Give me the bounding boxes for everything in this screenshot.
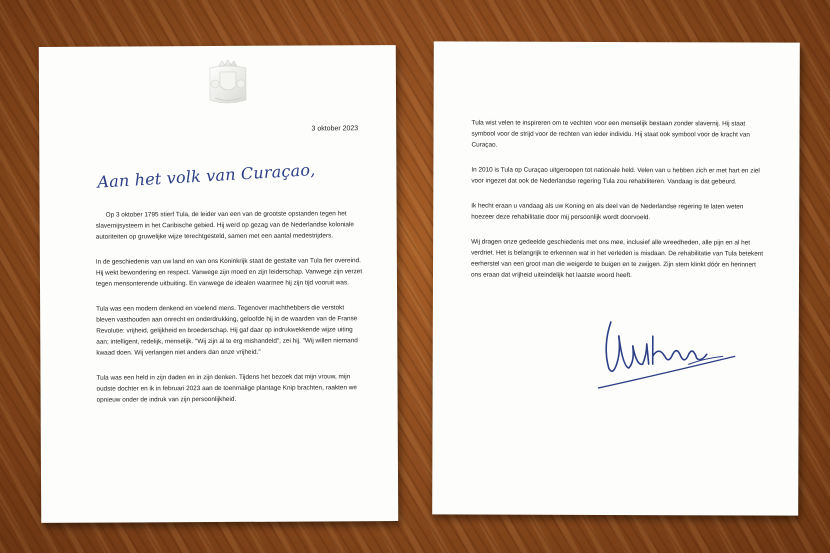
letter-page-right xyxy=(432,41,800,515)
letter-body-right xyxy=(471,117,768,295)
signature-icon xyxy=(593,306,743,397)
letter-body-left xyxy=(96,208,365,419)
paragraph: Tula was een held in zijn daden en in zijn denken. Tijdens het bezoek dat mijn vrouw, mijn oudste dochter en ik in februari 2023 aan de toenmalige plantage Knip brachten, raakten we opnieuw onder de indruk van zijn persoonlijkheid. xyxy=(96,373,357,404)
paragraph: Ik hecht eraan u vandaag als uw Koning en als deel van de Nederlandse regering te laten weten hoezeer deze rehabilitatie door mij persoonlijk wordt doorvoeld. xyxy=(471,202,744,222)
paragraph: Tula was een modern denkend en voelend mens. Tegenover machthebbers die verstokt bleven vasthouden aan onrecht en onderdrukking, geloofde hij in de waarden van de Franse Revolutie: vrijheid, gelijkheid en broederschap. Hij gaf daar op indrukwekkende wijze uiting aan; intelligent, redelijk, menselijk. "Wij zijn al te erg mishandeld", zei hij. "Wij willen niemand kwaad doen. Wij verlangen niet anders dan onze vrijheid." xyxy=(96,304,358,357)
letter-date: 3 oktober 2023 xyxy=(311,125,359,133)
royal-crest-icon xyxy=(205,58,251,108)
paragraph: Wij dragen onze gedeelde geschiedenis met ons mee, inclusief alle wreedheden, alle pijn en al het verdriet. Het is belangrijk te erkennen wat in het verleden is misdaan. De rehabilitatie van Tula betekent eerherstel van een groot man die weigerde te buigen en te zwijgen. Zijn stem klinkt dóór en herinnert ons eraan dat vrijheid uiteindelijk het laatste woord heeft. xyxy=(470,238,764,280)
paragraph: In 2010 is Tula op Curaçao uitgeroepen tot nationale held. Velen van u hebben zich er met hart en ziel voor ingezet dat ook de Nederlandse regering Tula zou rehabiliteren. Vandaag is dat gebeurd. xyxy=(471,166,760,186)
handwritten-salutation: Aan het volk van Curaçao, xyxy=(96,160,316,192)
paragraph: Op 3 oktober 1795 stierf Tula, de leider van een van de grootste opstanden tegen het slavernijsysteem in het Caribische gebied. Hij werd op gezag van de Nederlandse koloniale autoriteiten op gruwelijke wijze terechtgesteld, samen met een aantal medestrijders. xyxy=(95,210,354,241)
letter-page-left xyxy=(39,45,398,523)
paragraph: In de geschiedenis van uw land en van ons Koninkrijk staat de gestalte van Tula fier overeind. Hij wekt bewondering en respect. Vanwege zijn moed en zijn leiderschap. Vanwege zijn verzet tegen mensonterende uitbuiting. En vanwege de idealen waarmee hij zijn tijd vooruit was. xyxy=(95,257,363,288)
paragraph: Tula wist velen te inspireren om te vechten voor een menselijk bestaan zonder slavernij. Hij staat symbool voor de strijd voor de rechten van ieder individu. Hij staat ook symbool voor de kracht van Curaçao. xyxy=(471,119,751,149)
